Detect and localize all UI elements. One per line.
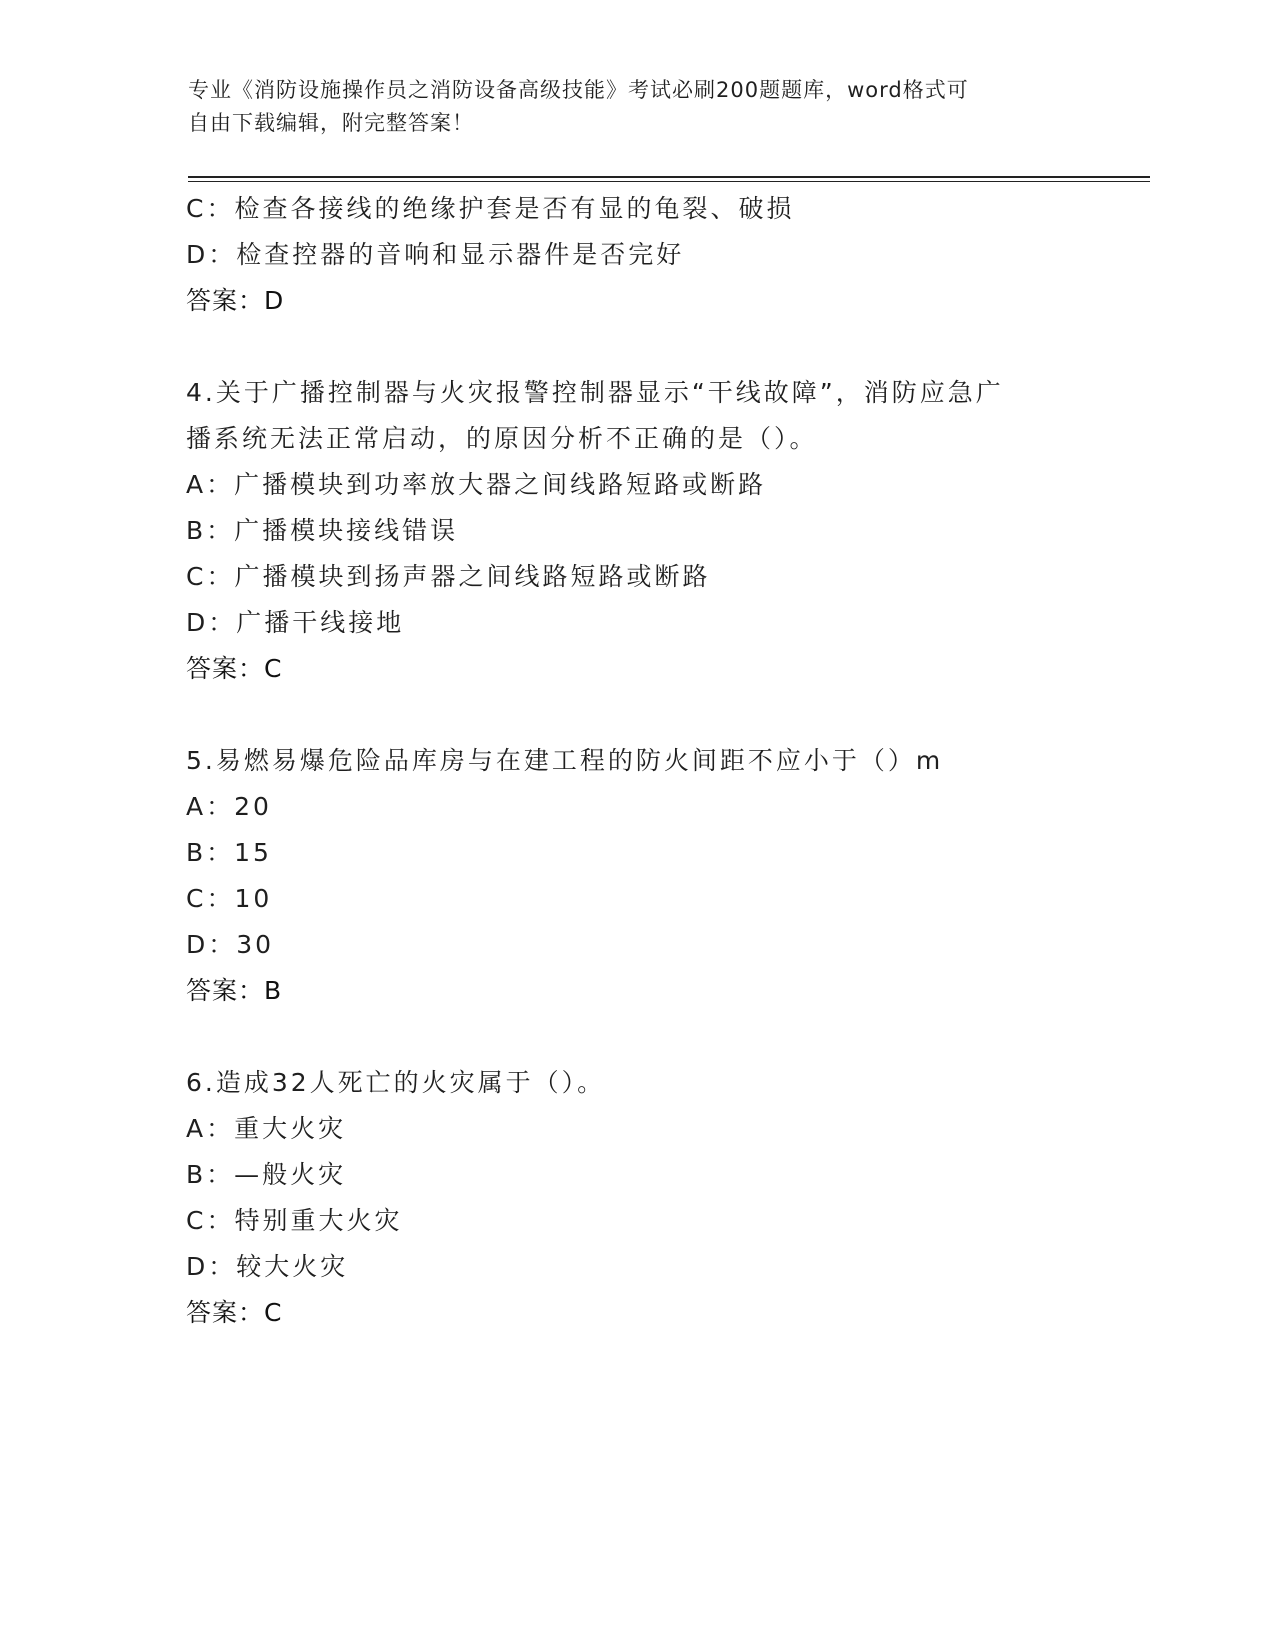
option-b: B：广播模块接线错误 <box>186 516 459 545</box>
question-6 <box>186 1060 1086 1336</box>
question-list <box>186 186 1086 1336</box>
answer-line: 答案：C <box>186 1298 283 1327</box>
page-header <box>188 74 1068 140</box>
question-4 <box>186 370 1086 692</box>
option-d: D：检查控器的音响和显示器件是否完好 <box>186 240 685 269</box>
option-c: C：广播模块到扬声器之间线路短路或断路 <box>186 562 711 591</box>
option-a: A：20 <box>186 792 272 821</box>
option-a: A：广播模块到功率放大器之间线路短路或断路 <box>186 470 767 499</box>
header-divider-thick <box>188 176 1150 178</box>
option-a: A：重大火灾 <box>186 1114 347 1143</box>
header-divider-thin <box>188 181 1150 182</box>
option-b: B：—般火灾 <box>186 1160 347 1189</box>
spacer <box>186 324 1086 370</box>
question-3-tail <box>186 186 1086 324</box>
option-c: C：特别重大火灾 <box>186 1206 403 1235</box>
question-stem-line-1: 4.关于广播控制器与火灾报警控制器显示“干线故障”，消防应急广 <box>186 378 1004 407</box>
spacer <box>186 1014 1086 1060</box>
question-stem-line-2: 播系统无法正常启动，的原因分析不正确的是（）。 <box>186 424 818 453</box>
question-stem: 6.造成32人死亡的火灾属于（）。 <box>186 1068 606 1097</box>
answer-line: 答案：B <box>186 976 283 1005</box>
header-title-line-2: 自由下载编辑，附完整答案！ <box>188 111 474 135</box>
question-stem: 5.易燃易爆危险品库房与在建工程的防火间距不应小于（）m <box>186 746 944 775</box>
answer-line: 答案：D <box>186 286 285 315</box>
answer-line: 答案：C <box>186 654 283 683</box>
option-b: B：15 <box>186 838 272 867</box>
option-d: D：较大火灾 <box>186 1252 349 1281</box>
option-c: C：检查各接线的绝缘护套是否有显的龟裂、破损 <box>186 194 795 223</box>
header-title-line-1: 专业《消防设施操作员之消防设备高级技能》考试必刷200题题库，word格式可 <box>188 78 969 102</box>
question-5 <box>186 738 1086 1014</box>
spacer <box>186 692 1086 738</box>
option-d: D：30 <box>186 930 275 959</box>
option-c: C：10 <box>186 884 273 913</box>
option-d: D：广播干线接地 <box>186 608 405 637</box>
